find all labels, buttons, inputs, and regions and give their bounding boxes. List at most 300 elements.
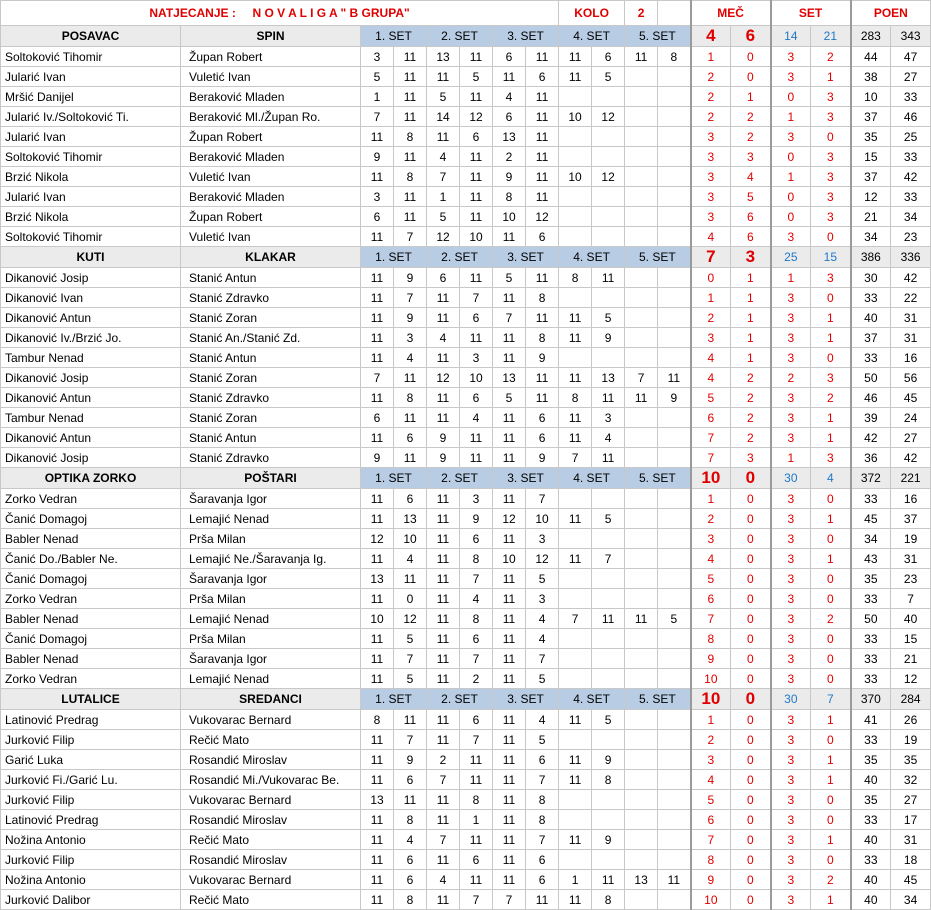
set-score: 11 — [493, 850, 526, 870]
points-a: 35 — [851, 750, 891, 770]
sets-won-b: 3 — [811, 268, 851, 288]
set-header: 4. SET — [559, 247, 625, 268]
mec-running-a: 3 — [691, 147, 731, 167]
set-score: 7 — [460, 730, 493, 750]
mec-running-a: 6 — [691, 408, 731, 428]
set-score — [625, 830, 658, 850]
set-score: 11 — [427, 609, 460, 629]
mec-running-a: 2 — [691, 87, 731, 107]
player-b: Rosandić Miroslav — [181, 850, 361, 870]
set-score — [625, 569, 658, 589]
player-b: Lemajić Ne./Šaravanja Ig. — [181, 549, 361, 569]
points-a: 34 — [851, 529, 891, 549]
set-score: 11 — [625, 388, 658, 408]
mec-running-a: 2 — [691, 308, 731, 328]
points-a: 44 — [851, 47, 891, 67]
points-b: 46 — [891, 107, 931, 127]
points-a: 33 — [851, 489, 891, 509]
set-score: 10 — [493, 549, 526, 569]
points-a: 33 — [851, 348, 891, 368]
team-b-name: KLAKAR — [181, 247, 361, 268]
set-score: 11 — [592, 870, 625, 890]
set-score — [559, 730, 592, 750]
points-b: 26 — [891, 710, 931, 730]
sets-won-a: 1 — [771, 268, 811, 288]
sets-won-a: 3 — [771, 408, 811, 428]
set-score: 8 — [592, 770, 625, 790]
set-score: 10 — [493, 207, 526, 227]
set-score: 11 — [427, 489, 460, 509]
mec-running-b: 0 — [731, 790, 771, 810]
set-score: 11 — [592, 388, 625, 408]
points-b: 42 — [891, 167, 931, 187]
set-score: 10 — [526, 509, 559, 529]
set-header: 4. SET — [559, 689, 625, 710]
points-a: 30 — [851, 268, 891, 288]
set-score: 6 — [394, 489, 427, 509]
sets-won-a: 3 — [771, 388, 811, 408]
mec-running-a: 4 — [691, 770, 731, 790]
mec-running-a: 2 — [691, 730, 731, 750]
player-a: Jurković Filip — [1, 850, 181, 870]
set-score — [559, 227, 592, 247]
set-score: 11 — [427, 669, 460, 689]
set-score: 13 — [361, 569, 394, 589]
points-b: 23 — [891, 227, 931, 247]
set-score: 11 — [493, 328, 526, 348]
sets-won-a: 0 — [771, 87, 811, 107]
player-a: Jularić Ivan — [1, 127, 181, 147]
team-a-name: OPTIKA ZORKO — [1, 468, 181, 489]
sets-won-a: 3 — [771, 308, 811, 328]
points-total-b: 221 — [891, 468, 931, 489]
set-score: 4 — [526, 609, 559, 629]
set-score — [592, 207, 625, 227]
set-score: 10 — [460, 227, 493, 247]
mec-running-b: 0 — [731, 870, 771, 890]
set-score: 11 — [460, 147, 493, 167]
player-b: Stanić Zoran — [181, 308, 361, 328]
points-b: 25 — [891, 127, 931, 147]
game-row — [1, 227, 931, 247]
set-score — [658, 87, 691, 107]
set-score: 11 — [460, 870, 493, 890]
set-score: 11 — [460, 207, 493, 227]
set-score: 11 — [625, 609, 658, 629]
sets-won-b: 2 — [811, 609, 851, 629]
player-b: Vuletić Ivan — [181, 227, 361, 247]
set-score: 10 — [460, 368, 493, 388]
sets-won-b: 0 — [811, 288, 851, 308]
sets-won-a: 3 — [771, 489, 811, 509]
sets-won-b: 2 — [811, 47, 851, 67]
set-score: 11 — [493, 408, 526, 428]
mec-running-b: 2 — [731, 368, 771, 388]
set-score — [658, 67, 691, 87]
player-b: Stanić Zoran — [181, 408, 361, 428]
sets-won-a: 3 — [771, 850, 811, 870]
points-b: 42 — [891, 448, 931, 468]
set-score: 6 — [526, 428, 559, 448]
set-header: 1. SET — [361, 247, 427, 268]
set-score: 11 — [559, 67, 592, 87]
points-a: 37 — [851, 107, 891, 127]
set-header: 5. SET — [625, 26, 691, 47]
player-b: Šaravanja Igor — [181, 489, 361, 509]
points-a: 34 — [851, 227, 891, 247]
player-a: Babler Nenad — [1, 649, 181, 669]
sets-won-a: 3 — [771, 227, 811, 247]
mec-running-b: 2 — [731, 388, 771, 408]
points-a: 35 — [851, 790, 891, 810]
sets-total-b: 7 — [811, 689, 851, 710]
set-score — [625, 187, 658, 207]
points-b: 16 — [891, 489, 931, 509]
points-total-b: 336 — [891, 247, 931, 268]
set-score — [592, 348, 625, 368]
game-row — [1, 147, 931, 167]
set-score: 4 — [493, 87, 526, 107]
points-total-a: 372 — [851, 468, 891, 489]
set-score: 8 — [526, 328, 559, 348]
set-score — [559, 850, 592, 870]
set-score: 12 — [526, 549, 559, 569]
game-row — [1, 730, 931, 750]
player-b: Beraković Mladen — [181, 187, 361, 207]
set-score — [625, 810, 658, 830]
set-score: 8 — [658, 47, 691, 67]
player-b: Beraković Mladen — [181, 87, 361, 107]
game-row — [1, 87, 931, 107]
set-score — [625, 549, 658, 569]
player-b: Beraković Mladen — [181, 147, 361, 167]
sets-won-a: 3 — [771, 67, 811, 87]
set-score: 11 — [493, 348, 526, 368]
game-row — [1, 790, 931, 810]
mec-running-a: 5 — [691, 388, 731, 408]
mec-running-a: 3 — [691, 127, 731, 147]
set-score: 9 — [592, 830, 625, 850]
set-score: 7 — [427, 830, 460, 850]
points-a: 46 — [851, 388, 891, 408]
player-b: Stanić Zdravko — [181, 448, 361, 468]
sets-won-a: 0 — [771, 187, 811, 207]
sets-won-a: 3 — [771, 288, 811, 308]
points-a: 37 — [851, 167, 891, 187]
set-score: 7 — [427, 167, 460, 187]
sets-won-b: 0 — [811, 669, 851, 689]
set-score — [625, 448, 658, 468]
mec-running-b: 0 — [731, 830, 771, 850]
points-a: 50 — [851, 609, 891, 629]
game-row — [1, 268, 931, 288]
mec-running-b: 0 — [731, 509, 771, 529]
sets-won-a: 3 — [771, 790, 811, 810]
set-header: 4. SET — [559, 468, 625, 489]
set-score: 11 — [361, 308, 394, 328]
set-score: 11 — [427, 569, 460, 589]
set-score: 6 — [526, 408, 559, 428]
sets-won-b: 1 — [811, 750, 851, 770]
set-score — [559, 810, 592, 830]
set-score: 11 — [394, 67, 427, 87]
points-b: 7 — [891, 589, 931, 609]
sets-won-a: 3 — [771, 529, 811, 549]
set-score: 9 — [361, 448, 394, 468]
mec-running-b: 0 — [731, 890, 771, 910]
set-score: 1 — [427, 187, 460, 207]
game-row — [1, 710, 931, 730]
player-b: Vukovarac Bernard — [181, 790, 361, 810]
set-score: 9 — [592, 750, 625, 770]
set-score: 11 — [427, 589, 460, 609]
set-score: 6 — [394, 850, 427, 870]
mec-running-b: 0 — [731, 629, 771, 649]
set-score: 11 — [625, 47, 658, 67]
set-score: 6 — [526, 870, 559, 890]
set-score: 8 — [460, 790, 493, 810]
player-b: Vukovarac Bernard — [181, 710, 361, 730]
points-b: 34 — [891, 890, 931, 910]
sets-won-b: 0 — [811, 850, 851, 870]
points-b: 34 — [891, 207, 931, 227]
set-score: 11 — [559, 830, 592, 850]
competition-label: NATJECANJE : — [149, 6, 236, 20]
set-score — [625, 730, 658, 750]
set-score: 11 — [658, 368, 691, 388]
player-a: Soltoković Tihomir — [1, 147, 181, 167]
sets-won-a: 1 — [771, 167, 811, 187]
player-b: Stanić Zdravko — [181, 288, 361, 308]
set-score: 11 — [526, 87, 559, 107]
mec-running-b: 2 — [731, 127, 771, 147]
player-a: Latinović Predrag — [1, 810, 181, 830]
player-b: Rečić Mato — [181, 730, 361, 750]
player-b: Rosandić Miroslav — [181, 750, 361, 770]
set-score: 11 — [427, 388, 460, 408]
set-score: 11 — [526, 268, 559, 288]
points-b: 40 — [891, 609, 931, 629]
sets-won-b: 3 — [811, 187, 851, 207]
sets-total-a: 30 — [771, 689, 811, 710]
points-a: 15 — [851, 147, 891, 167]
set-score: 6 — [460, 529, 493, 549]
sets-won-a: 3 — [771, 127, 811, 147]
points-a: 12 — [851, 187, 891, 207]
player-b: Lemajić Nenad — [181, 669, 361, 689]
points-a: 40 — [851, 890, 891, 910]
player-b: Stanić Zoran — [181, 368, 361, 388]
points-a: 42 — [851, 428, 891, 448]
set-score: 11 — [361, 890, 394, 910]
sets-won-b: 1 — [811, 710, 851, 730]
points-a: 35 — [851, 569, 891, 589]
team-b-name: POŠTARI — [181, 468, 361, 489]
points-b: 15 — [891, 629, 931, 649]
set-score — [658, 147, 691, 167]
set-score — [625, 669, 658, 689]
sets-won-b: 3 — [811, 147, 851, 167]
mec-running-b: 6 — [731, 227, 771, 247]
set-header: 2. SET — [427, 468, 493, 489]
mec-running-b: 1 — [731, 348, 771, 368]
set-score: 11 — [427, 127, 460, 147]
points-a: 33 — [851, 850, 891, 870]
mec-running-a: 9 — [691, 870, 731, 890]
set-score: 12 — [427, 368, 460, 388]
set-score — [625, 207, 658, 227]
game-row — [1, 649, 931, 669]
mec-running-a: 1 — [691, 489, 731, 509]
set-score: 7 — [394, 730, 427, 750]
set-score: 7 — [460, 890, 493, 910]
points-b: 12 — [891, 669, 931, 689]
set-score: 11 — [460, 47, 493, 67]
set-score: 13 — [592, 368, 625, 388]
points-b: 16 — [891, 348, 931, 368]
game-row — [1, 187, 931, 207]
points-total-b: 284 — [891, 689, 931, 710]
set-score: 11 — [361, 127, 394, 147]
set-score — [592, 227, 625, 247]
game-row — [1, 448, 931, 468]
set-score: 11 — [394, 187, 427, 207]
set-score: 11 — [526, 308, 559, 328]
set-score — [658, 750, 691, 770]
sets-won-b: 0 — [811, 127, 851, 147]
player-a: Dikanović Iv./Brzić Jo. — [1, 328, 181, 348]
points-a: 43 — [851, 549, 891, 569]
set-score: 11 — [394, 147, 427, 167]
player-b: Stanić An./Stanić Zd. — [181, 328, 361, 348]
game-row — [1, 348, 931, 368]
player-a: Dikanović Josip — [1, 268, 181, 288]
set-score: 11 — [427, 790, 460, 810]
set-score: 1 — [460, 810, 493, 830]
sets-won-b: 1 — [811, 890, 851, 910]
set-score: 11 — [493, 609, 526, 629]
game-row — [1, 368, 931, 388]
player-a: Jularić Iv./Soltoković Ti. — [1, 107, 181, 127]
set-score: 11 — [493, 669, 526, 689]
game-row — [1, 629, 931, 649]
set-score: 11 — [394, 569, 427, 589]
mec-running-b: 3 — [731, 448, 771, 468]
mec-running-a: 7 — [691, 830, 731, 850]
set-score — [625, 288, 658, 308]
set-score: 11 — [361, 509, 394, 529]
set-score — [559, 207, 592, 227]
set-score — [625, 87, 658, 107]
mec-label: MEČ — [691, 1, 771, 26]
game-row — [1, 810, 931, 830]
set-header: 3. SET — [493, 247, 559, 268]
set-score: 7 — [526, 489, 559, 509]
set-score: 11 — [361, 770, 394, 790]
points-total-b: 343 — [891, 26, 931, 47]
player-b: Vuletić Ivan — [181, 167, 361, 187]
set-score: 11 — [526, 127, 559, 147]
player-b: Župan Robert — [181, 127, 361, 147]
set-score: 6 — [592, 47, 625, 67]
set-score: 14 — [427, 107, 460, 127]
sets-won-b: 1 — [811, 408, 851, 428]
sets-won-a: 3 — [771, 669, 811, 689]
set-score: 11 — [460, 187, 493, 207]
set-score: 11 — [493, 810, 526, 830]
set-score: 12 — [427, 227, 460, 247]
set-score — [625, 710, 658, 730]
set-score: 3 — [460, 489, 493, 509]
set-score: 8 — [460, 609, 493, 629]
set-score: 11 — [394, 207, 427, 227]
set-score — [559, 127, 592, 147]
points-b: 32 — [891, 770, 931, 790]
set-score: 11 — [460, 328, 493, 348]
mec-running-a: 4 — [691, 348, 731, 368]
set-score — [658, 850, 691, 870]
set-score: 7 — [460, 569, 493, 589]
mec-running-b: 6 — [731, 207, 771, 227]
points-a: 40 — [851, 770, 891, 790]
player-a: Dikanović Josip — [1, 448, 181, 468]
sets-won-b: 1 — [811, 308, 851, 328]
set-score: 13 — [625, 870, 658, 890]
mec-score-b: 3 — [731, 247, 771, 268]
set-score: 11 — [493, 529, 526, 549]
mec-running-b: 0 — [731, 609, 771, 629]
set-score: 11 — [559, 408, 592, 428]
set-score — [658, 448, 691, 468]
set-score: 11 — [493, 489, 526, 509]
sets-won-b: 3 — [811, 87, 851, 107]
set-score: 5 — [526, 669, 559, 689]
player-b: Prša Milan — [181, 529, 361, 549]
player-b: Šaravanja Igor — [181, 649, 361, 669]
set-score: 11 — [493, 288, 526, 308]
game-row — [1, 569, 931, 589]
set-score — [592, 649, 625, 669]
mec-running-a: 5 — [691, 790, 731, 810]
set-score — [592, 850, 625, 870]
mec-running-b: 3 — [731, 147, 771, 167]
title-row — [1, 1, 931, 26]
set-score: 11 — [394, 47, 427, 67]
mec-running-b: 2 — [731, 408, 771, 428]
set-score: 11 — [361, 730, 394, 750]
set-score — [658, 428, 691, 448]
set-score: 8 — [526, 288, 559, 308]
player-a: Garić Luka — [1, 750, 181, 770]
set-score — [559, 489, 592, 509]
set-score: 11 — [526, 368, 559, 388]
set-score: 4 — [460, 408, 493, 428]
set-score: 11 — [427, 730, 460, 750]
sets-won-b: 1 — [811, 509, 851, 529]
set-score: 7 — [361, 107, 394, 127]
kolo-number: 2 — [625, 1, 658, 26]
player-a: Čanić Domagoj — [1, 569, 181, 589]
mec-running-b: 0 — [731, 489, 771, 509]
set-score: 7 — [592, 549, 625, 569]
points-a: 33 — [851, 669, 891, 689]
set-score — [658, 810, 691, 830]
mec-running-a: 3 — [691, 167, 731, 187]
set-score: 6 — [460, 710, 493, 730]
set-score: 11 — [361, 810, 394, 830]
set-score — [592, 730, 625, 750]
mec-running-a: 0 — [691, 268, 731, 288]
